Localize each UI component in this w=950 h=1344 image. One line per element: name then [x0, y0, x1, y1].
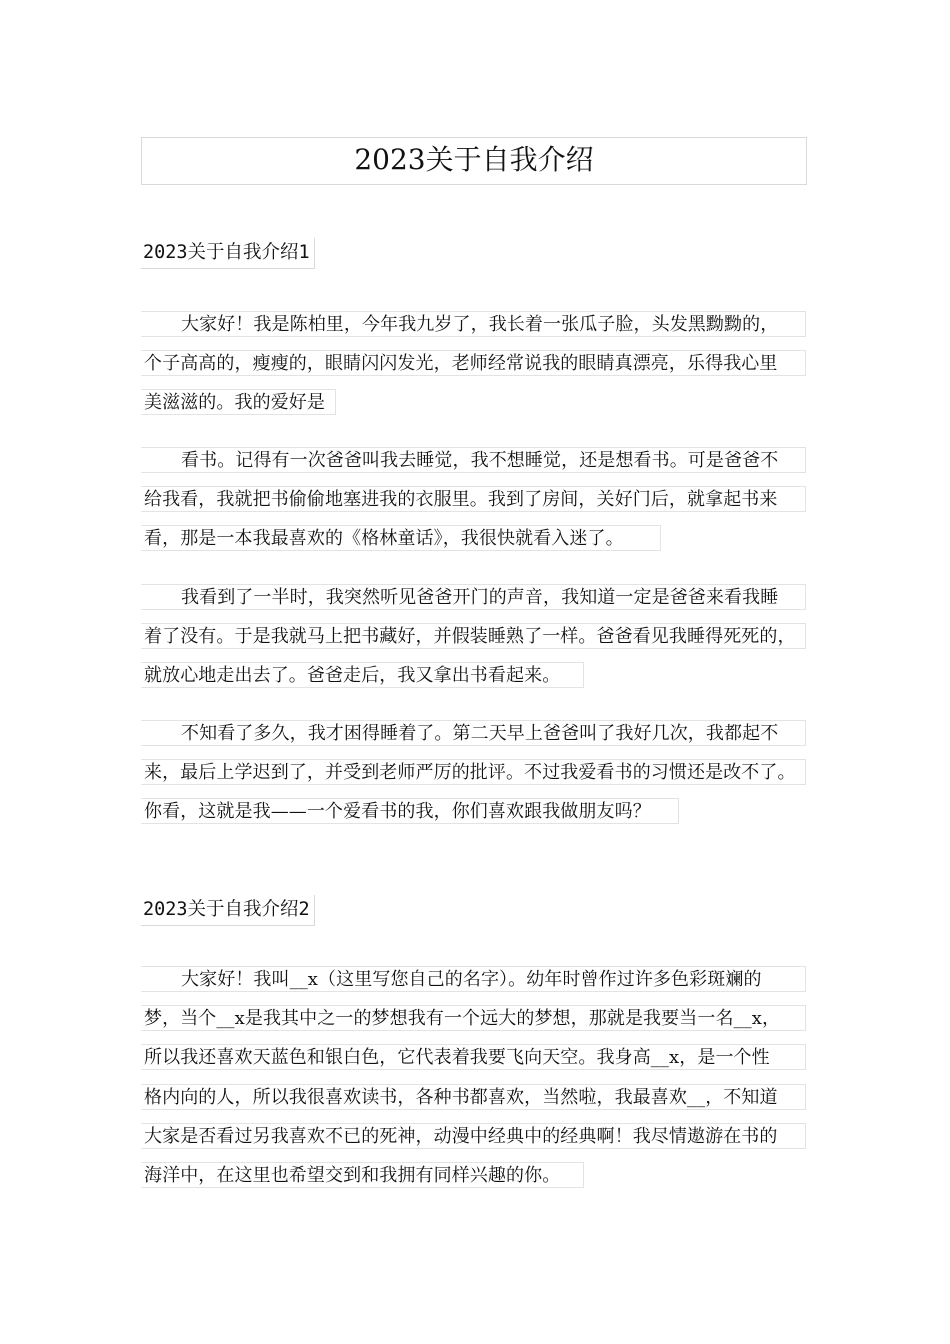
paragraph-line: 大家好！我叫__x（这里写您自己的名字）。幼年时曾作过许多色彩斑斓的: [141, 966, 806, 992]
section-heading-2: 2023关于自我介绍2: [141, 895, 315, 926]
paragraph-line: 就放心地走出去了。爸爸走后，我又拿出书看起来。: [141, 662, 584, 688]
paragraph-line: 给我看，我就把书偷偷地塞进我的衣服里。我到了房间，关好门后，就拿起书来: [141, 486, 806, 512]
paragraph-line: 大家好！我是陈柏里，今年我九岁了，我长着一张瓜子脸，头发黑黝黝的，: [141, 311, 806, 337]
paragraph-line: 梦，当个__x是我其中之一的梦想我有一个远大的梦想，那就是我要当一名__x，: [141, 1005, 806, 1031]
paragraph-line: 格内向的人，所以我很喜欢读书，各种书都喜欢，当然啦，我最喜欢__，不知道: [141, 1084, 806, 1110]
paragraph-line: 看书。记得有一次爸爸叫我去睡觉，我不想睡觉，还是想看书。可是爸爸不: [141, 447, 806, 473]
paragraph-line: 来，最后上学迟到了，并受到老师严厉的批评。不过我爱看书的习惯还是改不了。: [141, 759, 806, 785]
paragraph-line: 大家是否看过另我喜欢不已的死神，动漫中经典中的经典啊！我尽情遨游在书的: [141, 1123, 806, 1149]
section-heading-1: 2023关于自我介绍1: [141, 238, 315, 269]
paragraph-line: 着了没有。于是我就马上把书藏好，并假装睡熟了一样。爸爸看见我睡得死死的，: [141, 623, 806, 649]
paragraph-line: 你看，这就是我——一个爱看书的我，你们喜欢跟我做朋友吗？: [141, 798, 679, 824]
paragraph-line: 美滋滋的。我的爱好是: [141, 389, 336, 415]
paragraph-line: 个子高高的，瘦瘦的，眼睛闪闪发光，老师经常说我的眼睛真漂亮，乐得我心里: [141, 350, 806, 376]
paragraph-line: 所以我还喜欢天蓝色和银白色，它代表着我要飞向天空。我身高__x，是一个性: [141, 1044, 806, 1070]
paragraph-line: 海洋中，在这里也希望交到和我拥有同样兴趣的你。: [141, 1162, 584, 1188]
paragraph-line: 看，那是一本我最喜欢的《格林童话》，我很快就看入迷了。: [141, 525, 661, 551]
paragraph-line: 我看到了一半时，我突然听见爸爸开门的声音，我知道一定是爸爸来看我睡: [141, 584, 806, 610]
document-title: 2023关于自我介绍: [141, 137, 807, 185]
paragraph-line: 不知看了多久，我才困得睡着了。第二天早上爸爸叫了我好几次，我都起不: [141, 720, 806, 746]
